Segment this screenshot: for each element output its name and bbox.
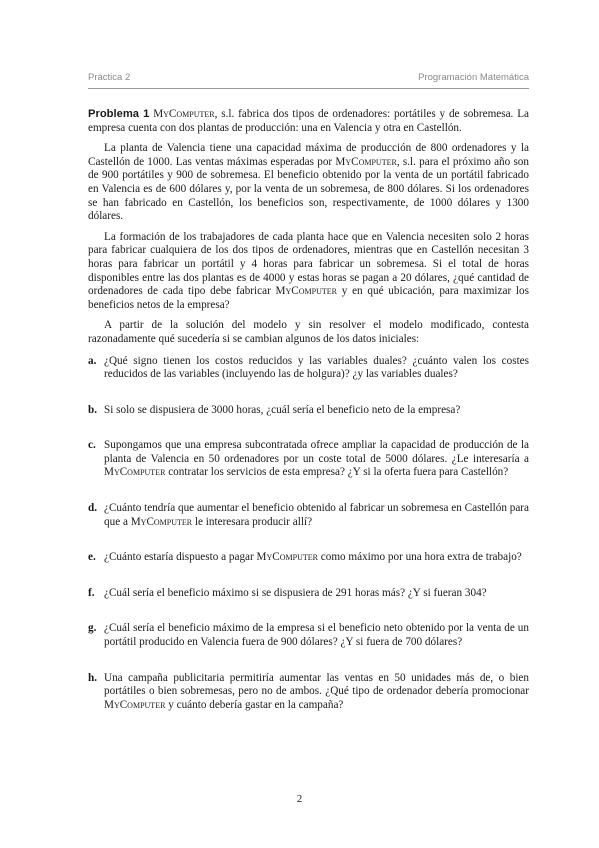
company-name: MyComputer xyxy=(104,698,166,711)
item-text xyxy=(104,355,529,382)
question-item xyxy=(88,672,529,713)
item-text-b: contratar los servicios de esta empresa? ¿Y si la oferta fuera para Castellón? xyxy=(165,466,509,479)
item-text xyxy=(104,404,529,418)
header-right: Programación Matemática xyxy=(418,72,529,83)
item-text-a: ¿Cuál sería el beneficio máximo de la empresa si el beneficio neto obtenido por la venta de un portátil producido en Valencia fuera de 900 dólares? ¿Y si fuera de 700 dólares? xyxy=(104,622,529,649)
page-number: 2 xyxy=(296,793,303,805)
company-name: MyComputer xyxy=(256,551,318,564)
header-left: Práctica 2 xyxy=(88,72,131,83)
paragraph-2 xyxy=(88,231,529,313)
company-name: MyComputer xyxy=(275,285,337,298)
item-text-a: ¿Cuál sería el beneficio máximo si se dispusiera de 291 horas más? ¿Y si fueran 304? xyxy=(104,586,487,599)
paragraph-2-text-a: La formación de los trabajadores de cada planta hace que en Valencia necesiten solo 2 horas para fabricar cualquiera de los dos tipos de ordenadores, mientras que en Castellón necesitan 3 horas para fabricar un portátil y 4 horas para fabricar un sobremesa. Si el total de horas disponibles entre las dos plantas es de 4000 y estas horas se pagan a 20 dólares, ¿qué cantidad de ordenadores de cada tipo debe fabricar xyxy=(88,230,529,298)
paragraph-1-text-a: La planta de Valencia tiene una capacidad máxima de producción de 800 ordenadores y la Castellón de 1000. Las ventas máximas esperadas por xyxy=(88,142,529,168)
item-text xyxy=(104,622,529,649)
question-item xyxy=(88,551,529,565)
question-item xyxy=(88,404,529,418)
question-item xyxy=(88,439,529,480)
item-text xyxy=(104,672,529,713)
header-rule xyxy=(88,88,529,89)
question-item xyxy=(88,622,529,649)
item-text-a: Una campaña publicitaria permitiría aumentar las ventas en 50 unidades más de, o bien portátiles o bien sobremesas, pero no de ambos. ¿Qué tipo de ordenador debería promocionar xyxy=(104,671,529,698)
problem-intro xyxy=(88,108,529,135)
company-name: MyComputer xyxy=(104,466,166,479)
paragraph-1-text-b: , s.l. para el próximo año son de 900 portátiles y 900 de sobremesa. El beneficio obtenido por la venta de un portátil fabricado en Valencia es de 600 dólares y, por la venta de un sobremesa, de 800 dólares. Si los ordenadores se han fabricado en Castellón, los beneficios son, respectivamente, de 1000 dólares y 1300 dólares. xyxy=(88,155,529,223)
company-name: MyComputer xyxy=(130,515,193,528)
company-name: MyComputer xyxy=(335,155,397,168)
problem-title: Problema 1 xyxy=(88,108,150,120)
paragraph-3: A partir de la solución del modelo y sin resolver el modelo modificado, contesta razonadamente qué sucedería si se cambian algunos de los datos iniciales: xyxy=(88,319,529,345)
paragraph-1 xyxy=(88,142,529,224)
item-text xyxy=(104,587,529,601)
document-body xyxy=(88,108,529,734)
item-label: h. xyxy=(88,671,98,684)
question-list xyxy=(88,355,529,713)
item-text-b: y cuánto debería gastar en la campaña? xyxy=(165,698,344,711)
item-text-b: como máximo por una hora extra de trabajo? xyxy=(317,551,522,564)
item-text-b: le interesara producir allí? xyxy=(192,515,313,528)
item-label: g. xyxy=(88,622,97,635)
item-label: f. xyxy=(88,586,95,599)
item-label: d. xyxy=(88,502,98,515)
item-text-a: ¿Cuánto estaría dispuesto a pagar xyxy=(104,551,257,564)
item-text-a: ¿Cuánto tendría que aumentar el beneficio obtenido al fabricar un sobremesa en Castellón para que a xyxy=(104,502,529,528)
question-item xyxy=(88,355,529,382)
item-text-a: Supongamos que una empresa subcontratada ofrece ampliar la capacidad de producción de la planta de Valencia en 50 ordenadores por un coste total de 5000 dólares. ¿Le interesaría a xyxy=(104,439,529,465)
item-text xyxy=(104,551,529,565)
item-text-a: Si solo se dispusiera de 3000 horas, ¿cuál sería el beneficio neto de la empresa? xyxy=(104,403,461,416)
page-header xyxy=(88,72,529,83)
problem-intro-text: , s.l. fabrica dos tipos de ordenadores: portátiles y de sobremesa. La empresa cuenta con dos plantas de producción: una en Valencia y otra en Castellón. xyxy=(88,108,529,134)
question-item xyxy=(88,587,529,601)
item-label: e. xyxy=(88,551,96,564)
item-text-a: ¿Qué signo tienen los costos reducidos y las variables duales? ¿cuánto valen los costes reducidos de las variables (incluyendo las de holgura)? ¿y las variables duales? xyxy=(104,354,529,381)
item-label: b. xyxy=(88,403,98,416)
paragraph-2-text-b: y en qué ubicación, para maximizar los beneficios netos de la empresa? xyxy=(88,285,529,311)
item-label: a. xyxy=(88,354,97,367)
question-item xyxy=(88,502,529,529)
item-label: c. xyxy=(88,439,96,452)
company-name: MyComputer xyxy=(153,108,215,120)
item-text xyxy=(104,439,529,480)
item-text xyxy=(104,502,529,529)
